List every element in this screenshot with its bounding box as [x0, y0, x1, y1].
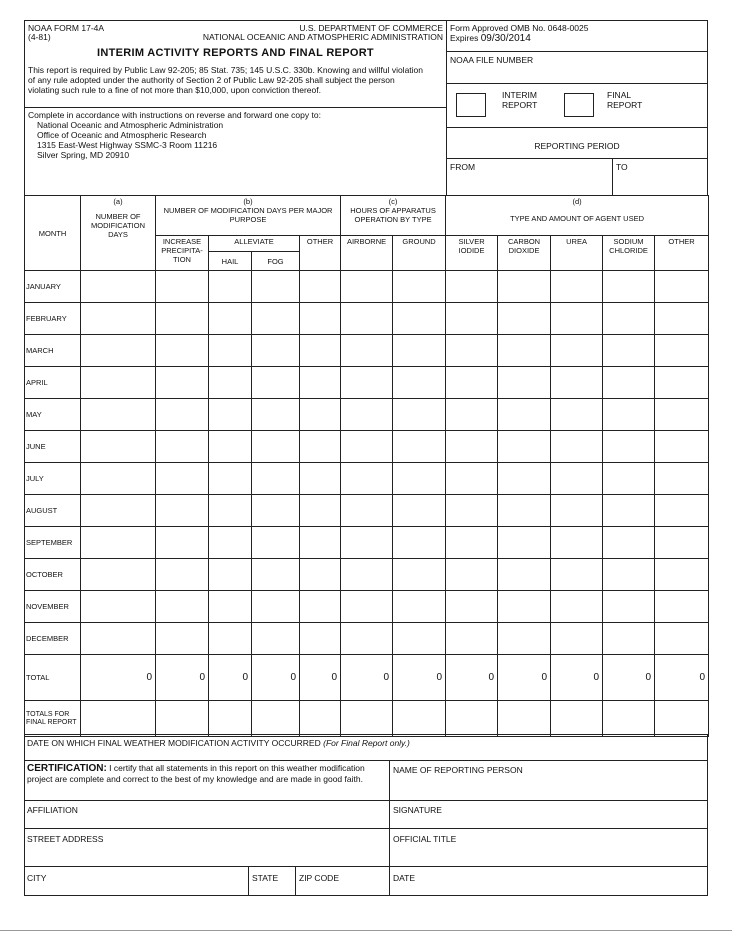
data-cell[interactable] — [341, 527, 393, 559]
data-cell[interactable] — [655, 463, 709, 495]
data-cell[interactable] — [156, 495, 209, 527]
data-cell[interactable] — [551, 463, 603, 495]
reporting-person-label: NAME OF REPORTING PERSON — [393, 765, 523, 775]
total-cell: 0 — [341, 655, 393, 701]
other-purpose-header: OTHER — [300, 236, 341, 271]
data-cell[interactable] — [341, 463, 393, 495]
col-d-label: TYPE AND AMOUNT OF AGENT USED — [510, 214, 645, 223]
total-cell: 0 — [300, 655, 341, 701]
month-label: JUNE — [25, 431, 81, 463]
data-cell[interactable] — [209, 303, 252, 335]
data-cell[interactable] — [603, 623, 655, 655]
data-cell[interactable] — [341, 271, 393, 303]
data-cell[interactable] — [655, 495, 709, 527]
data-cell[interactable] — [446, 431, 498, 463]
data-cell[interactable] — [498, 303, 551, 335]
final-activity-date-note: (For Final Report only.) — [323, 738, 410, 748]
data-cell[interactable] — [603, 559, 655, 591]
final-total-cell[interactable] — [498, 701, 551, 737]
street-address-field[interactable] — [24, 828, 390, 867]
final-totals-label: TOTALS FOR FINAL REPORT — [25, 701, 81, 737]
data-cell[interactable] — [341, 591, 393, 623]
data-cell[interactable] — [393, 335, 446, 367]
data-cell[interactable] — [209, 591, 252, 623]
col-a-label: NUMBER OF MODIFICATION DAYS — [90, 212, 146, 239]
interim-report-label: INTERIM REPORT — [502, 90, 538, 110]
data-cell[interactable] — [209, 559, 252, 591]
data-cell[interactable] — [252, 431, 300, 463]
data-cell[interactable] — [252, 591, 300, 623]
data-cell[interactable] — [300, 399, 341, 431]
increase-precipitation-header: INCREASE PRECIPITA-TION — [156, 236, 209, 271]
data-cell[interactable] — [551, 591, 603, 623]
data-cell[interactable] — [393, 271, 446, 303]
total-cell: 0 — [446, 655, 498, 701]
data-cell[interactable] — [252, 303, 300, 335]
data-cell[interactable] — [498, 623, 551, 655]
total-cell: 0 — [551, 655, 603, 701]
expires-label: Expires — [450, 33, 479, 43]
data-cell[interactable] — [498, 559, 551, 591]
data-cell[interactable] — [655, 431, 709, 463]
data-cell[interactable] — [209, 527, 252, 559]
certification-label: CERTIFICATION: — [27, 763, 107, 774]
data-cell[interactable] — [446, 399, 498, 431]
data-cell[interactable] — [300, 367, 341, 399]
table-row — [25, 623, 709, 655]
month-label: JULY — [25, 463, 81, 495]
data-cell[interactable] — [300, 463, 341, 495]
data-cell[interactable] — [209, 271, 252, 303]
sodium-chloride-header: SODIUM CHLORIDE — [603, 236, 655, 271]
form-header — [24, 20, 447, 108]
table-row — [25, 303, 709, 335]
data-cell[interactable] — [446, 367, 498, 399]
data-cell[interactable] — [393, 431, 446, 463]
data-cell[interactable] — [209, 623, 252, 655]
department: U.S. DEPARTMENT OF COMMERCE — [299, 23, 443, 33]
total-cell: 0 — [603, 655, 655, 701]
certification-box — [24, 760, 390, 801]
address-line: National Oceanic and Atmospheric Administration — [37, 120, 224, 130]
address-line: Silver Spring, MD 20910 — [37, 150, 130, 160]
final-report-checkbox[interactable] — [564, 93, 594, 117]
month-label: FEBRUARY — [25, 303, 81, 335]
data-cell[interactable] — [498, 399, 551, 431]
data-cell[interactable] — [603, 335, 655, 367]
zip-code-label: ZIP CODE — [299, 873, 339, 883]
data-cell[interactable] — [300, 495, 341, 527]
data-cell[interactable] — [341, 399, 393, 431]
data-cell[interactable] — [81, 367, 156, 399]
data-cell[interactable] — [252, 367, 300, 399]
data-cell[interactable] — [498, 591, 551, 623]
interim-report-checkbox[interactable] — [456, 93, 486, 117]
final-total-cell[interactable] — [446, 701, 498, 737]
final-total-cell[interactable] — [551, 701, 603, 737]
data-cell[interactable] — [498, 463, 551, 495]
ground-header: GROUND — [393, 236, 446, 271]
legal-notice: This report is required by Public Law 92-205; 85 Stat. 735; 145 U.S.C. 330b. Knowing and willful violation of any rule adopted under the authority of Section 2 of Public Law 92-205 shall subject the person violating such rule to a fine of not more than $10,000, upon conviction thereof. — [28, 65, 424, 95]
total-cell: 0 — [393, 655, 446, 701]
data-cell[interactable] — [393, 591, 446, 623]
data-cell[interactable] — [393, 399, 446, 431]
final-activity-date-field[interactable] — [24, 734, 708, 761]
date-label: DATE — [393, 873, 416, 883]
data-cell[interactable] — [498, 335, 551, 367]
affiliation-field[interactable] — [24, 800, 390, 829]
to-field[interactable] — [612, 158, 708, 196]
data-cell[interactable] — [156, 623, 209, 655]
month-label: MARCH — [25, 335, 81, 367]
month-label: AUGUST — [25, 495, 81, 527]
date-field[interactable] — [389, 866, 708, 896]
col-d-header — [446, 196, 709, 236]
form-revision: (4-81) — [28, 32, 51, 42]
data-cell[interactable] — [156, 303, 209, 335]
data-cell[interactable] — [603, 495, 655, 527]
data-cell[interactable] — [551, 431, 603, 463]
final-total-cell[interactable] — [300, 701, 341, 737]
data-cell[interactable] — [209, 399, 252, 431]
data-cell[interactable] — [551, 303, 603, 335]
data-cell[interactable] — [81, 527, 156, 559]
file-number-field[interactable] — [446, 51, 708, 84]
data-cell[interactable] — [393, 463, 446, 495]
data-cell[interactable] — [551, 367, 603, 399]
data-cell[interactable] — [252, 399, 300, 431]
city-label: CITY — [27, 873, 47, 883]
data-cell[interactable] — [81, 431, 156, 463]
data-cell[interactable] — [498, 495, 551, 527]
col-c-label: HOURS OF APPARATUS OPERATION BY TYPE — [350, 206, 436, 224]
total-cell: 0 — [655, 655, 709, 701]
total-cell: 0 — [81, 655, 156, 701]
zip-code-field[interactable] — [295, 866, 390, 896]
table-row — [25, 271, 709, 303]
final-total-cell[interactable] — [252, 701, 300, 737]
data-cell[interactable] — [551, 335, 603, 367]
data-cell[interactable] — [156, 367, 209, 399]
data-cell[interactable] — [341, 303, 393, 335]
data-cell[interactable] — [341, 431, 393, 463]
data-cell[interactable] — [156, 527, 209, 559]
final-total-cell[interactable] — [603, 701, 655, 737]
street-address-label: STREET ADDRESS — [27, 834, 104, 844]
total-row — [25, 655, 709, 701]
table-row — [25, 367, 709, 399]
data-cell[interactable] — [446, 591, 498, 623]
instructions-text: Complete in accordance with instructions on reverse and forward one copy to: — [28, 110, 321, 120]
data-cell[interactable] — [300, 623, 341, 655]
data-cell[interactable] — [551, 527, 603, 559]
data-cell[interactable] — [81, 399, 156, 431]
from-label: FROM — [450, 162, 476, 172]
data-cell[interactable] — [81, 623, 156, 655]
month-label: DECEMBER — [25, 623, 81, 655]
report-type-box — [446, 83, 708, 128]
col-a-letter: (a) — [113, 197, 123, 206]
data-cell[interactable] — [603, 431, 655, 463]
silver-iodide-header: SILVER IODIDE — [446, 236, 498, 271]
file-number-label: NOAA FILE NUMBER — [450, 55, 534, 65]
data-cell[interactable] — [209, 431, 252, 463]
data-cell[interactable] — [252, 527, 300, 559]
month-label: SEPTEMBER — [25, 527, 81, 559]
data-cell[interactable] — [603, 591, 655, 623]
expires-date: 09/30/2014 — [480, 33, 531, 44]
data-cell[interactable] — [81, 271, 156, 303]
month-label: JANUARY — [25, 271, 81, 303]
final-total-cell[interactable] — [81, 701, 156, 737]
final-total-cell[interactable] — [156, 701, 209, 737]
data-cell[interactable] — [209, 495, 252, 527]
month-label: APRIL — [25, 367, 81, 399]
data-cell[interactable] — [209, 367, 252, 399]
data-cell[interactable] — [655, 399, 709, 431]
data-cell[interactable] — [156, 271, 209, 303]
page-divider — [0, 930, 732, 931]
data-cell[interactable] — [655, 335, 709, 367]
table-row — [25, 399, 709, 431]
state-label: STATE — [252, 873, 279, 883]
carbon-dioxide-header: CARBON DIOXIDE — [498, 236, 551, 271]
data-cell[interactable] — [655, 271, 709, 303]
table-row — [25, 463, 709, 495]
official-title-label: OFFICIAL TITLE — [393, 834, 457, 844]
certification-text: I certify that all statements in this report on this weather modification project are complete and correct to the best of my knowledge and are made in good faith. — [27, 763, 365, 784]
data-cell[interactable] — [300, 591, 341, 623]
data-cell[interactable] — [655, 303, 709, 335]
data-cell[interactable] — [156, 591, 209, 623]
total-cell: 0 — [156, 655, 209, 701]
data-cell[interactable] — [446, 463, 498, 495]
final-activity-date-label: DATE ON WHICH FINAL WEATHER MODIFICATION ACTIVITY OCCURRED — [27, 738, 321, 748]
data-cell[interactable] — [341, 495, 393, 527]
data-cell[interactable] — [252, 559, 300, 591]
final-totals-row — [25, 701, 709, 737]
final-total-cell[interactable] — [393, 701, 446, 737]
col-d-letter: (d) — [572, 197, 582, 206]
table-row — [25, 431, 709, 463]
month-label: MAY — [25, 399, 81, 431]
total-cell: 0 — [498, 655, 551, 701]
col-c-letter: (c) — [388, 197, 398, 206]
data-cell[interactable] — [446, 271, 498, 303]
reporting-period-label: REPORTING PERIOD — [534, 141, 620, 151]
data-cell[interactable] — [655, 623, 709, 655]
form-number: NOAA FORM 17-4A — [28, 23, 105, 33]
data-cell[interactable] — [393, 495, 446, 527]
data-cell[interactable] — [252, 463, 300, 495]
from-field[interactable] — [446, 158, 613, 196]
address-line: Office of Oceanic and Atmospheric Research — [37, 130, 207, 140]
data-cell[interactable] — [300, 527, 341, 559]
data-cell[interactable] — [603, 463, 655, 495]
final-total-cell[interactable] — [655, 701, 709, 737]
data-cell[interactable] — [446, 623, 498, 655]
data-cell[interactable] — [252, 495, 300, 527]
table-row — [25, 591, 709, 623]
final-report-label: FINAL REPORT — [607, 90, 643, 110]
col-b-label: NUMBER OF MODIFICATION DAYS PER MAJOR PURPOSE — [163, 206, 333, 224]
data-cell[interactable] — [655, 527, 709, 559]
data-cell[interactable] — [655, 559, 709, 591]
col-b-header — [156, 196, 341, 236]
data-cell[interactable] — [393, 367, 446, 399]
to-label: TO — [616, 162, 628, 172]
data-cell[interactable] — [81, 591, 156, 623]
data-cell[interactable] — [209, 463, 252, 495]
col-a-header — [81, 196, 156, 271]
data-cell[interactable] — [551, 623, 603, 655]
month-header: MONTH — [25, 196, 81, 271]
data-cell[interactable] — [393, 559, 446, 591]
alleviate-header: ALLEVIATE — [209, 236, 300, 252]
omb-box — [446, 20, 708, 52]
other-agent-header: OTHER — [655, 236, 709, 271]
data-cell[interactable] — [446, 303, 498, 335]
data-cell[interactable] — [81, 335, 156, 367]
data-cell[interactable] — [252, 335, 300, 367]
data-cell[interactable] — [603, 527, 655, 559]
col-c-header — [341, 196, 446, 236]
data-cell[interactable] — [156, 559, 209, 591]
data-cell[interactable] — [393, 527, 446, 559]
table-row — [25, 335, 709, 367]
data-cell[interactable] — [446, 559, 498, 591]
final-total-cell[interactable] — [209, 701, 252, 737]
data-cell[interactable] — [341, 367, 393, 399]
data-cell[interactable] — [156, 463, 209, 495]
omb-number: Form Approved OMB No. 0648-0025 — [450, 23, 589, 33]
urea-header: UREA — [551, 236, 603, 271]
data-cell[interactable] — [252, 623, 300, 655]
address-line: 1315 East-West Highway SSMC-3 Room 11216 — [37, 140, 218, 150]
data-cell[interactable] — [252, 271, 300, 303]
data-cell[interactable] — [655, 591, 709, 623]
data-cell[interactable] — [156, 431, 209, 463]
data-cell[interactable] — [603, 367, 655, 399]
signature-label: SIGNATURE — [393, 805, 442, 815]
data-cell[interactable] — [551, 495, 603, 527]
data-cell[interactable] — [393, 623, 446, 655]
col-b-letter: (b) — [243, 197, 253, 206]
affiliation-label: AFFILIATION — [27, 805, 78, 815]
data-cell[interactable] — [300, 335, 341, 367]
data-cell[interactable] — [655, 367, 709, 399]
data-cell[interactable] — [551, 271, 603, 303]
data-cell[interactable] — [81, 495, 156, 527]
agency: NATIONAL OCEANIC AND ATMOSPHERIC ADMINISTRATION — [202, 32, 443, 42]
reporting-period-header — [446, 127, 708, 159]
data-cell[interactable] — [81, 463, 156, 495]
data-cell[interactable] — [341, 559, 393, 591]
data-cell[interactable] — [341, 335, 393, 367]
data-cell[interactable] — [81, 559, 156, 591]
reporting-person-field[interactable] — [389, 760, 708, 801]
data-cell[interactable] — [551, 559, 603, 591]
signature-field[interactable] — [389, 800, 708, 829]
fog-header: FOG — [252, 252, 300, 271]
airborne-header: AIRBORNE — [341, 236, 393, 271]
hail-header: HAIL — [209, 252, 252, 271]
city-field[interactable] — [24, 866, 249, 896]
data-cell[interactable] — [209, 335, 252, 367]
data-cell[interactable] — [341, 623, 393, 655]
data-cell[interactable] — [498, 527, 551, 559]
total-cell: 0 — [252, 655, 300, 701]
data-cell[interactable] — [393, 303, 446, 335]
mailing-instructions — [24, 107, 447, 196]
data-cell[interactable] — [551, 399, 603, 431]
data-cell[interactable] — [156, 399, 209, 431]
data-cell[interactable] — [300, 559, 341, 591]
data-cell[interactable] — [498, 431, 551, 463]
data-cell[interactable] — [603, 271, 655, 303]
data-cell[interactable] — [603, 399, 655, 431]
data-cell[interactable] — [156, 335, 209, 367]
table-row — [25, 559, 709, 591]
table-row — [25, 495, 709, 527]
data-cell[interactable] — [603, 303, 655, 335]
data-cell[interactable] — [498, 271, 551, 303]
data-cell[interactable] — [446, 527, 498, 559]
form-title: INTERIM ACTIVITY REPORTS AND FINAL REPORT — [97, 47, 374, 59]
month-label: OCTOBER — [25, 559, 81, 591]
data-cell[interactable] — [446, 495, 498, 527]
month-label: NOVEMBER — [25, 591, 81, 623]
data-cell[interactable] — [300, 271, 341, 303]
official-title-field[interactable] — [389, 828, 708, 867]
table-row — [25, 527, 709, 559]
data-cell[interactable] — [300, 431, 341, 463]
activity-table — [24, 195, 709, 737]
total-cell: 0 — [209, 655, 252, 701]
final-total-cell[interactable] — [341, 701, 393, 737]
data-cell[interactable] — [498, 367, 551, 399]
data-cell[interactable] — [446, 335, 498, 367]
data-cell[interactable] — [81, 303, 156, 335]
state-field[interactable] — [248, 866, 296, 896]
data-cell[interactable] — [300, 303, 341, 335]
total-label: TOTAL — [25, 655, 81, 701]
